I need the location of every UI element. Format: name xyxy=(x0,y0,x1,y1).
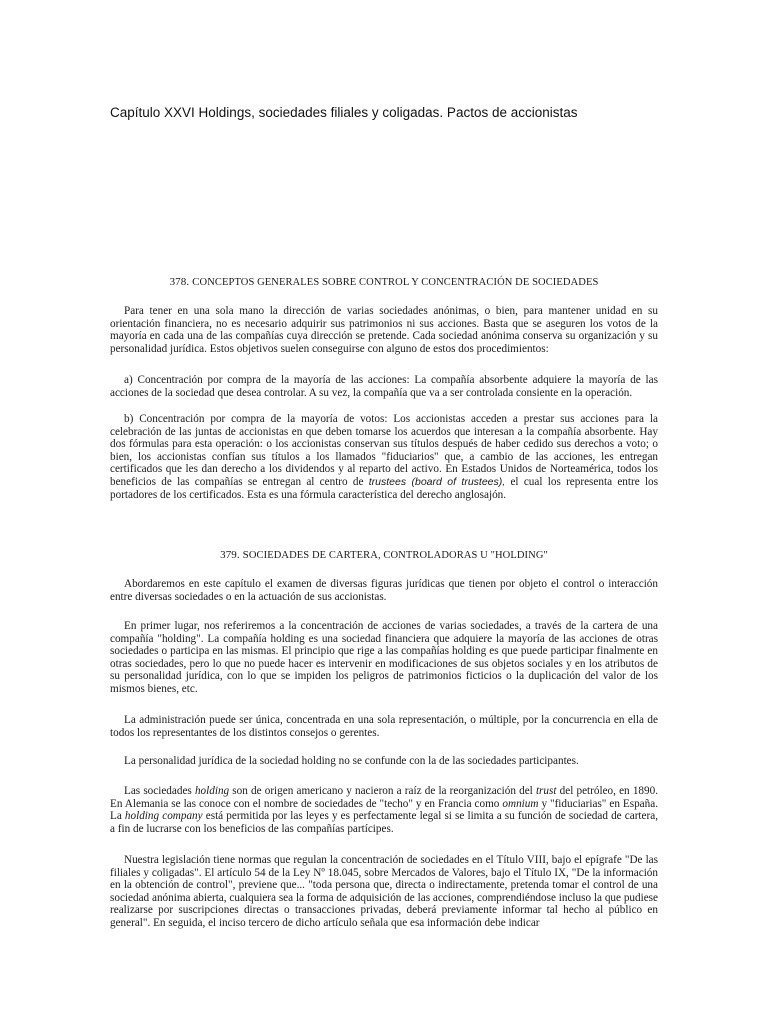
section-379-paragraph-6: Nuestra legislación tiene normas que regulan la concentración de sociedades en el Título VIII, bajo el epígrafe "De las filiales y coligadas". El artículo 54 de la Ley Nº 18.045, sobre Mercados de Valores, bajo el Título IX, "De la información en la obtención de control", previene que... "toda persona que, directa o indirectamente, pretenda tomar el control de una sociedad anónima abierta, cualquiera sea la forma de adquisición de las acciones, comprendiéndose incluso la que pudiese realizarse por suscripciones directas o transacciones privadas, deberá previamente informar tal hecho al público en general". En seguida, el inciso tercero de dicho artículo señala que esa información debe indicar xyxy=(110,854,658,929)
p3-italic-trustees: trustees (board of trustees), xyxy=(368,475,506,488)
p5-text-d: y "fiduciarias" en España. La xyxy=(110,797,658,823)
section-379-paragraph-2: En primer lugar, nos referiremos a la concentración de acciones de varias sociedades, a través de la cartera de una compañía "holding". La compañía holding es una sociedad financiera que adquiere la mayoría de las acciones de otras sociedades o participa en las mismas. El principio que rige a las compañías holding es que puede participar finalmente en otras sociedades, pero lo que no puede hacer es intervenir en modificaciones de sus objetos sociales y en los atributos de su personalidad jurídica, con lo que se impiden los peligros de patrimonios ficticios o la duplicación del valor de los mismos bienes, etc. xyxy=(110,620,658,695)
p5-text-b: son de origen americano y nacieron a raíz de la reorganización del xyxy=(229,785,536,797)
p5-text-a: Las sociedades xyxy=(124,785,195,797)
p5-italic-omnium: omnium xyxy=(502,797,539,810)
section-378-paragraph-3 xyxy=(110,413,658,501)
p5-italic-holding-company: holding company xyxy=(124,810,203,823)
chapter-title: Capítulo XXVI Holdings, sociedades filiales y coligadas. Pactos de accionistas xyxy=(110,105,578,120)
section-378-heading-lead: 378. C xyxy=(169,276,200,288)
section-378-paragraph-1: Para tener en una sola mano la dirección de varias sociedades anónimas, o bien, para mantener unidad en su orientación financiera, no es necesario adquirir sus patrimonios ni sus acciones. Basta que se aseguren los votos de la mayoría en cada una de las compañías cuya dirección se pretende. Cada sociedad anónima conserva su organización y su personalidad jurídica. Estos objetivos suelen conseguirse con alguno de estos dos procedimientos: xyxy=(110,305,658,355)
section-379-paragraph-5 xyxy=(110,785,658,835)
p5-text-e: está permitida por las leyes y es perfectamente legal si se limita a su función de sociedad de cartera, a fin de lucrarse con los beneficios de las compañías partícipes. xyxy=(110,810,658,835)
section-379-paragraph-3: La administración puede ser única, concentrada en una sola representación, o múltiple, por la concurrencia en ella de todos los representantes de los distintos consejos o gerentes. xyxy=(110,714,658,739)
section-379-paragraph-4: La personalidad jurídica de la sociedad holding no se confunde con la de las sociedades participantes. xyxy=(124,755,579,767)
section-378-heading xyxy=(110,276,658,288)
p5-text-c: del petróleo, en 1890. En Alemania se las conoce con el nombre de sociedades de "techo" y en Francia como xyxy=(110,785,658,810)
p5-italic-trust: trust xyxy=(535,785,557,797)
p3-text-a: b) Concentración por compra de la mayoría de votos: Los accionistas acceden a prestar sus acciones para la celebración de las juntas de accionistas en que deben tomarse los acuerdos que interesan a la compañía absorbente. Hay dos fórmulas para esta operación: o los accionistas conservan sus títulos después de haber cedido sus derechos a voto; o bien, los accionistas confían sus títulos a los llamados "fiduciarios" que, a cambio de las acciones, les entregan certificados que les dan derecho a los dividendos y al reparto del activo. En Estados Unidos de Norteamérica, todos los beneficios de las compañías se entregan al centro de xyxy=(110,413,658,488)
p5-italic-holding: holding xyxy=(194,785,230,797)
section-379-paragraph-1: Abordaremos en este capítulo el examen de diversas figuras jurídicas que tienen por objeto el control o interacción entre diversas sociedades o en la actuación de sus accionistas. xyxy=(110,578,658,603)
section-379-heading-rest: OCIEDADES DE CARTERA, CONTROLADORAS U "HOLDING" xyxy=(248,550,548,561)
section-379-heading-lead: 379. S xyxy=(220,549,249,561)
p3-text-b: el cual los representa entre los portadores de los certificados. Esta es una fórmula característica del derecho anglosajón. xyxy=(110,475,659,501)
section-378-heading-rest: ONCEPTOS GENERALES SOBRE CONTROL Y CONCENTRACIÓN DE SOCIEDADES xyxy=(199,277,599,288)
section-378-paragraph-2: a) Concentración por compra de la mayoría de las acciones: La compañía absorbente adquiere la mayoría de las acciones de la sociedad que desea controlar. A su vez, la compañía que va a ser controlada consiente en la operación. xyxy=(110,374,658,399)
section-379-heading xyxy=(110,549,658,561)
